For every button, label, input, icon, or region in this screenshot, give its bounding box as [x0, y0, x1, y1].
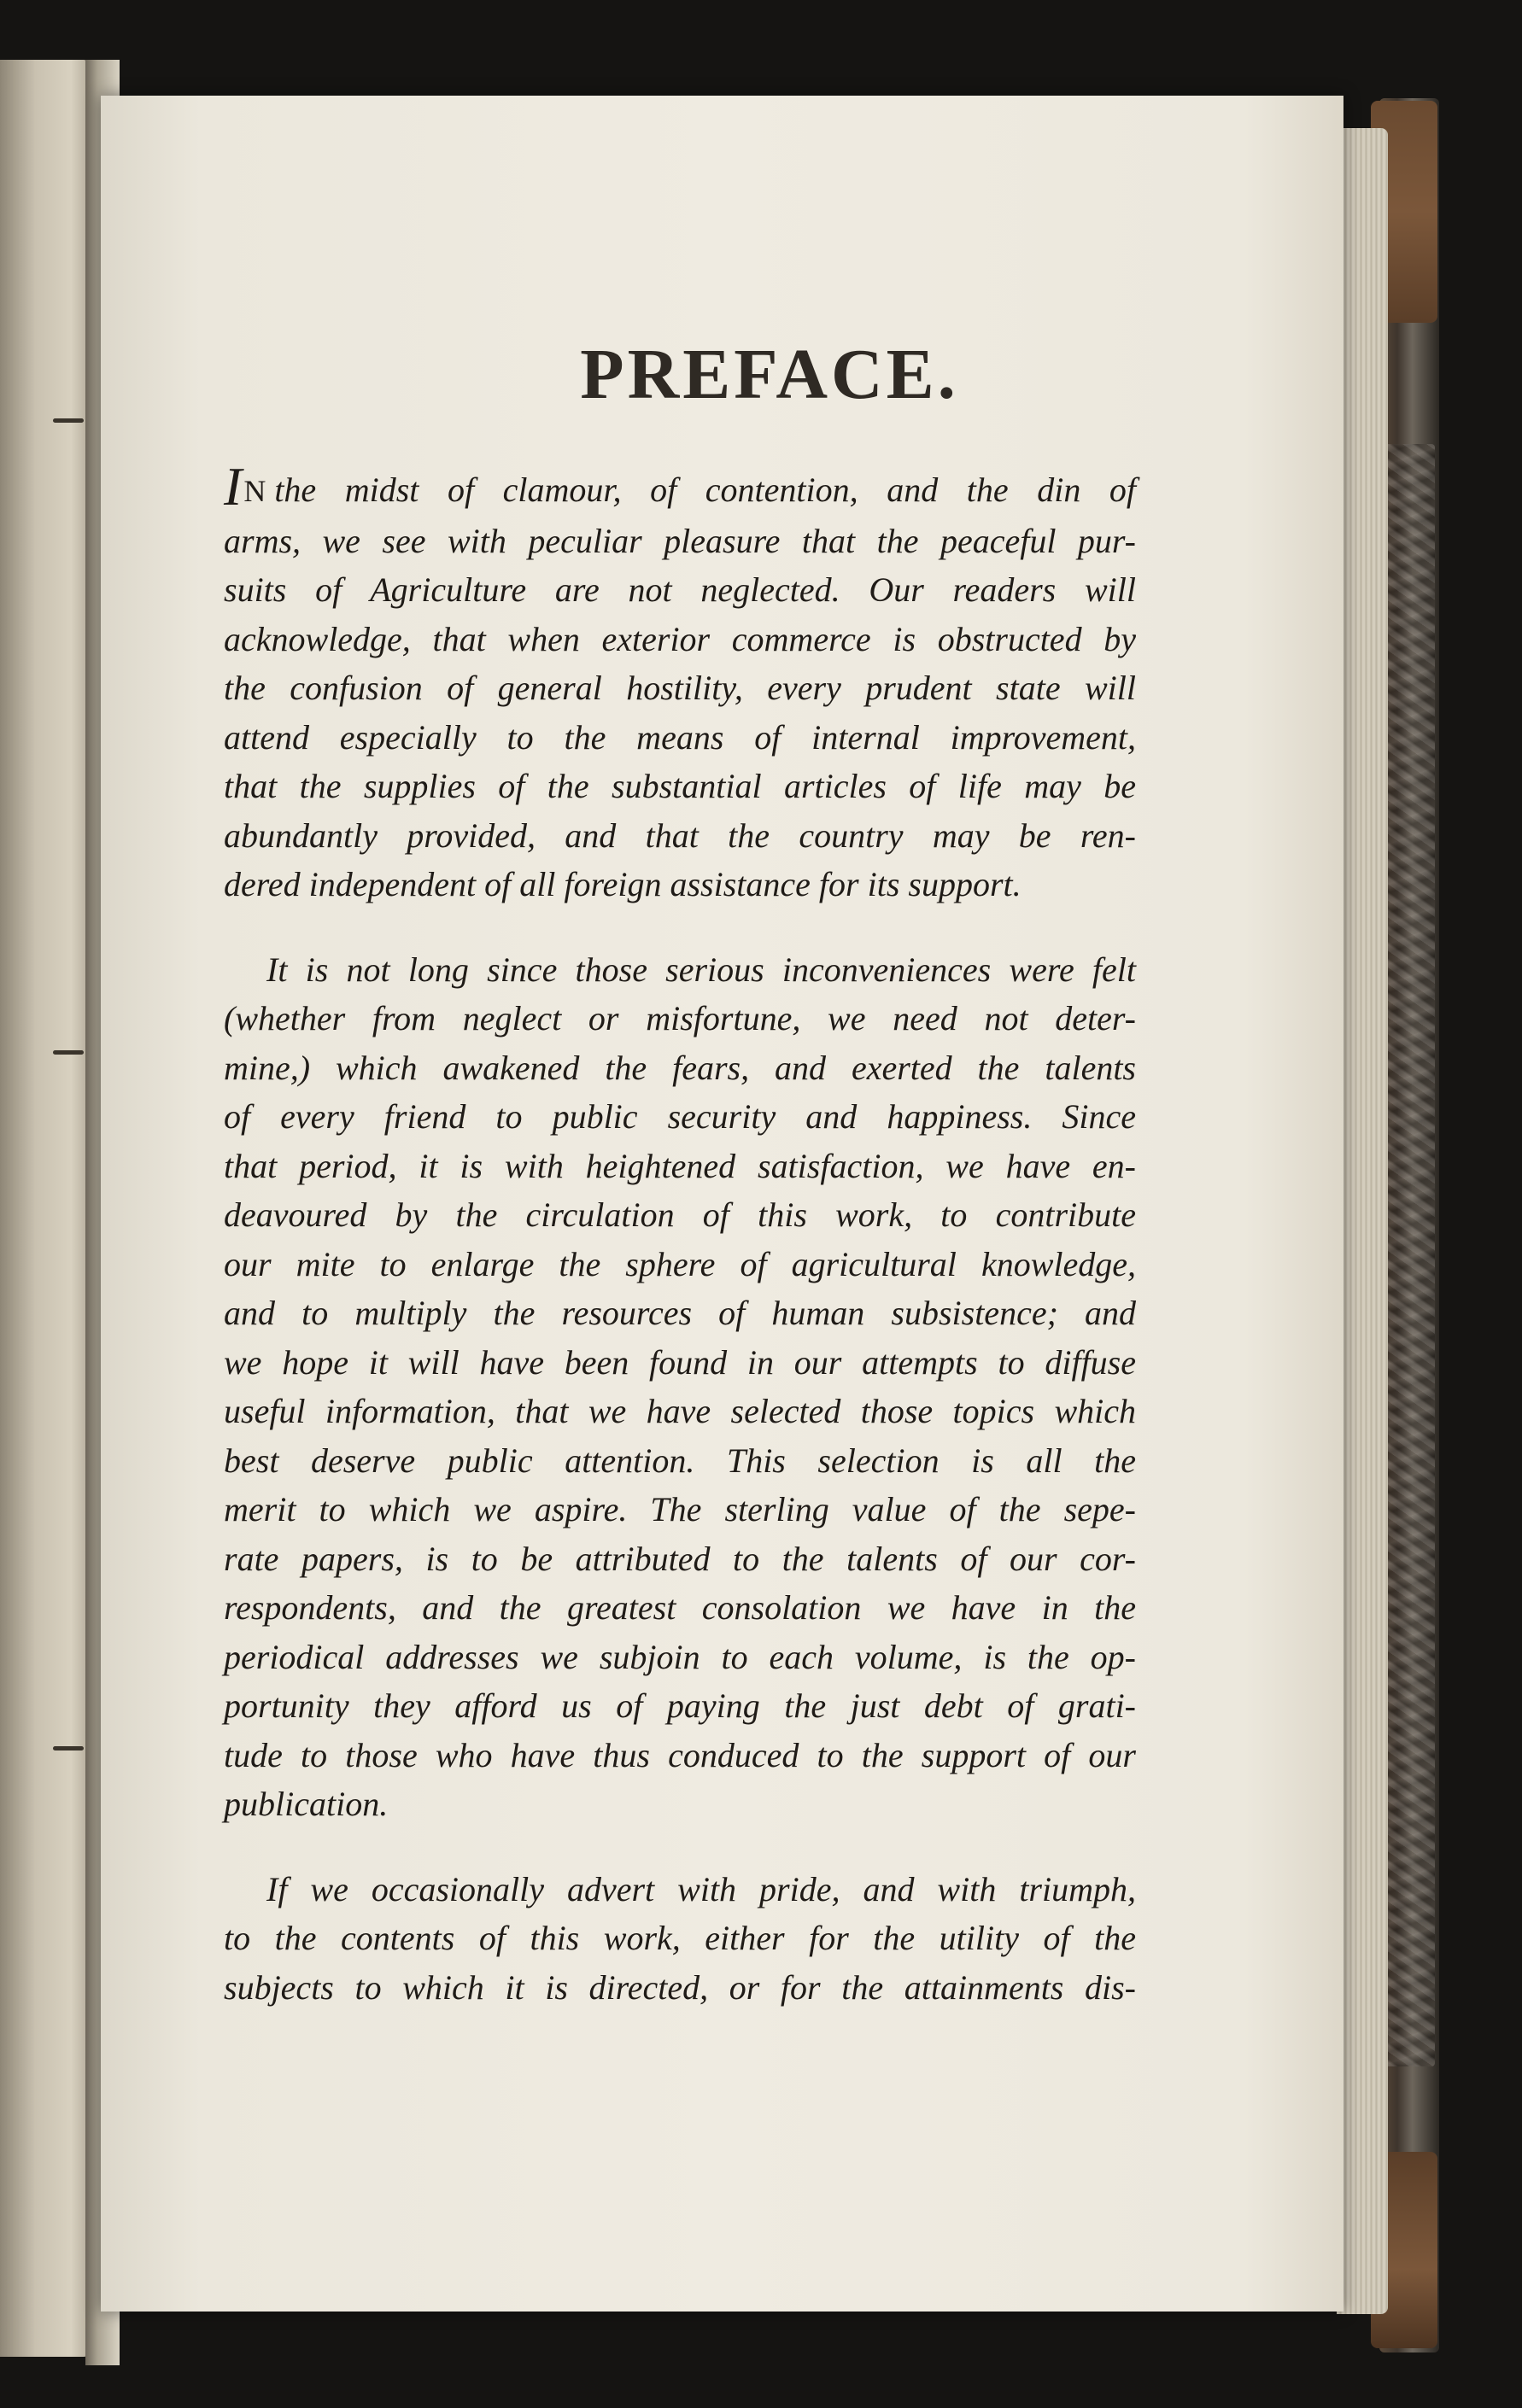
text-line: It is not long since those serious inconveniences were felt: [266, 950, 1136, 989]
text-line: dered independent of all foreign assistance for its support.: [224, 865, 1021, 903]
paragraph-1: [224, 456, 1136, 909]
small-cap: N: [243, 474, 266, 508]
text-line: useful information, that we have selected those topics which: [224, 1392, 1136, 1430]
marbled-cover: [1385, 444, 1435, 2066]
text-line: (whether from neglect or misfortune, we need not deter-: [224, 999, 1136, 1037]
page-tab-mark: [53, 1746, 84, 1750]
text-line: to the contents of this work, either for the utility of the: [224, 1919, 1136, 1957]
text-line: suits of Agriculture are not neglected. Our readers will: [224, 570, 1136, 609]
paragraph-2: [224, 945, 1136, 1829]
text-line: that the supplies of the substantial articles of life may be: [224, 767, 1136, 805]
text-line: abundantly provided, and that the country may be ren-: [224, 815, 1136, 855]
preface-text: [224, 456, 1136, 2012]
text-line: subjects to which it is directed, or for the attainments dis-: [224, 1967, 1136, 2007]
text-line: acknowledge, that when exterior commerce is obstructed by: [224, 619, 1136, 658]
text-line: deavoured by the circulation of this work, to contribute: [224, 1195, 1136, 1234]
text-line: that period, it is with heightened satisfaction, we have en-: [224, 1146, 1136, 1185]
text-line: and to multiply the resources of human subsistence; and: [224, 1294, 1136, 1332]
paragraph-3: [224, 1865, 1136, 2013]
text-line: If we occasionally advert with pride, and with triumph,: [266, 1869, 1136, 1908]
text-line: arms, we see with peculiar pleasure that the peaceful pur-: [224, 521, 1136, 560]
text-line: of every friend to public security and happiness. Since: [224, 1097, 1136, 1136]
page-title: PREFACE.: [580, 335, 959, 414]
text-line: IN the midst of clamour, of contention, and the din of: [224, 456, 1136, 517]
page-stack-edges: [1337, 128, 1388, 2314]
text-line: publication.: [224, 1785, 389, 1823]
page-tab-mark: [53, 418, 84, 423]
text-line: mine,) which awakened the fears, and exerted the talents: [224, 1048, 1136, 1087]
text-line: rate papers, is to be attributed to the talents of our cor-: [224, 1539, 1136, 1578]
text-line: tude to those who have thus conduced to the support of our: [224, 1735, 1136, 1774]
text-line: respondents, and the greatest consolation we have in the: [224, 1588, 1136, 1627]
text-line: we hope it will have been found in our attempts to diffuse: [224, 1342, 1136, 1382]
text-line: the confusion of general hostility, every prudent state will: [224, 669, 1136, 707]
text-line: portunity they afford us of paying the just debt of grati-: [224, 1686, 1136, 1725]
text-line: merit to which we aspire. The sterling value of the sepe-: [224, 1490, 1136, 1528]
text-line: best deserve public attention. This selection is all the: [224, 1441, 1136, 1480]
text-line: periodical addresses we subjoin to each volume, is the op-: [224, 1637, 1136, 1676]
page-tab-mark: [53, 1050, 84, 1055]
text-line: our mite to enlarge the sphere of agricultural knowledge,: [224, 1244, 1136, 1283]
text-line: attend especially to the means of internal improvement,: [224, 717, 1136, 757]
drop-cap: I: [224, 456, 243, 517]
